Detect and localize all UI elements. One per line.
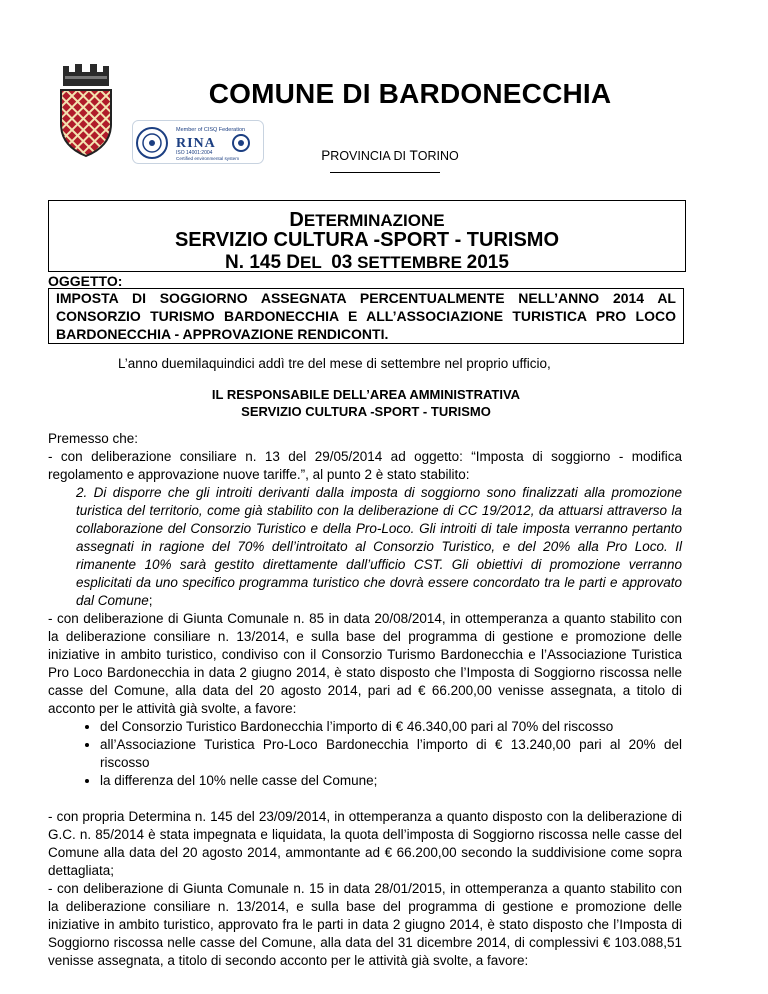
cert-brand: RINA [176,136,216,151]
determination-title: DETERMINAZIONE [289,209,445,231]
cert-system: Certified environmental system [176,156,240,161]
determination-header-box [48,200,686,272]
province-divider [330,172,440,173]
subject-label: OGGETTO: [48,273,123,289]
premise-heading: Premesso che: [48,431,139,446]
allocation-list [48,718,682,790]
cert-iso: ISO 14001:2004 [176,150,213,156]
quoted-resolution: 2. Di disporre che gli introiti derivanti dalla imposta di soggiorno sono finalizzati alla promozione turistica del territorio, come già stabilito con la deliberazione di CC 19/2012, da attuarsi attraverso la collaborazione del Consorzio Turistico e della Pro-Loco. Gli introiti di tale imposta verranno pertanto assegnati in ragione del 70% dell’introitato al Consorzio Turistico, e del 20% alla Pro Loco. Il rimanente 10% sarà gestito direttamente dall’ufficio CST. Gli obiettivi di promozione verranno esplicitati da uno specifico programma turistico che dovrà essere concordato tra le parti e approvato dal Comune; [76,485,682,608]
list-item: • del Consorzio Turistico Bardonecchia l’importo di € 46.340,00 pari al 70% del riscosso [100,718,682,736]
determination-service: SERVIZIO CULTURA -SPORT - TURISMO [174,229,560,251]
document-body [48,430,682,970]
cert-member-text: Member of CISQ Federation [176,127,246,133]
municipal-crest-logo [55,62,117,158]
paragraph-3: - con propria Determina n. 145 del 23/09/2014, in ottemperanza a quanto disposto con la deliberazione di G.C. n. 85/2014 è stata impegnata e liquidata, la quota dell’imposta di Soggiorno riscossa nelle casse del Comune alla data del 20 agosto 2014, ammontante ad € 66.200,00 secondo la suddivisione come sopra dettagliata; [48,809,682,878]
subject-text: IMPOSTA DI SOGGIORNO ASSEGNATA PERCENTUALMENTE NELL’ANNO 2014 AL CONSORZIO TURISMO BARDONECCHIA E ALL’ASSOCIAZIONE TURISTICA PRO LOCO BARDONECCHIA - APPROVAZIONE RENDICONTI. [48,288,684,344]
determination-number: N. 145 DEL 03 SETTEMBRE 2015 [225,252,509,273]
paragraph-1: - con deliberazione consiliare n. 13 del 29/05/2014 ad oggetto: “Imposta di soggiorno - modifica regolamento e approvazione nuove tariffe.”, al punto 2 è stato stabilito: [48,449,682,482]
list-item: • la differenza del 10% nelle casse del Comune; [100,772,682,790]
municipality-title: COMUNE DI BARDONECCHIA [208,78,612,109]
responsible-heading [48,386,684,420]
province-line: PROVINCIA DI TORINO [321,148,459,163]
responsible-service: SERVIZIO CULTURA -SPORT - TURISMO [241,404,491,419]
paragraph-4: - con deliberazione di Giunta Comunale n. 15 in data 28/01/2015, in ottemperanza a quanto stabilito con la deliberazione consiliare n. 13/2014, e sulla base del programma di gestione e promozione delle iniziative in ambito turistico, approvato fra le parti in data 2 giugno 2014, è stato disposto che l’Imposta di Soggiorno riscossa nelle casse del Comune, alla data del 31 dicembre 2014, di complessivi € 103.088,51 venisse assegnata, a titolo di secondo acconto per le attività già svolte, a favore: [48,881,682,968]
responsible-title: IL RESPONSABILE DELL’AREA AMMINISTRATIVA [211,387,521,402]
paragraph-2: - con deliberazione di Giunta Comunale n. 85 in data 20/08/2014, in ottemperanza a quanto stabilito con la deliberazione consiliare n. 13/2014, e sulla base del programma di gestione e promozione delle iniziative in ambito turistico, condiviso con il Consorzio Turismo Bardonecchia e l’Associazione Turistica Pro Loco Bardonecchia in data 2 giugno 2014, è stato disposto che l’Imposta di Soggiorno riscossa nelle casse del Comune, alla data del 20 agosto 2014, pari ad € 66.200,00 venisse assegnata, a titolo di acconto per le attività già svolte, a favore: [48,611,682,716]
intro-sentence: L’anno duemilaquindici addì tre del mese di settembre nel proprio ufficio, [118,356,551,371]
rina-certification-badge [132,120,264,164]
list-item: • all’Associazione Turistica Pro-Loco Bardonecchia l’importo di € 13.240,00 pari al 20% del riscosso [100,736,682,772]
